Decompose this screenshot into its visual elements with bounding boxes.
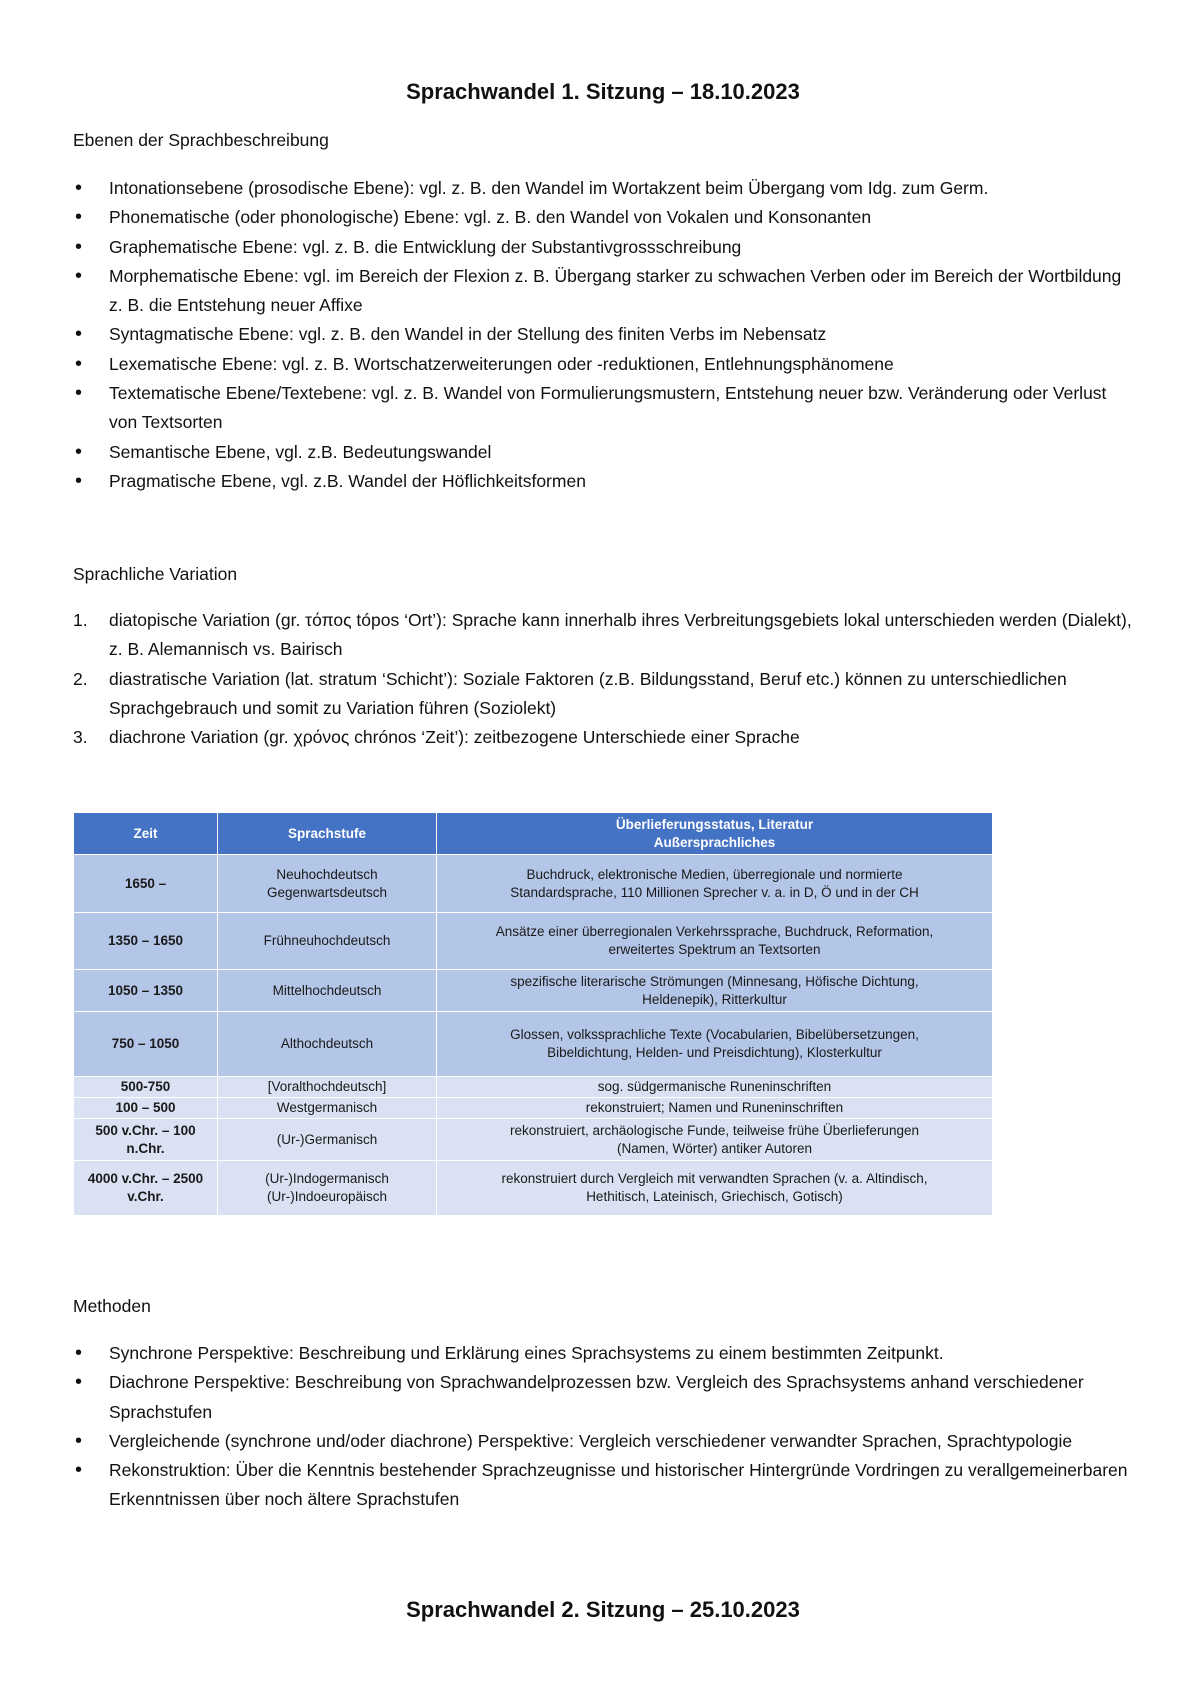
list-item: • Vergleichende (synchrone und/oder diachrone) Perspektive: Vergleich verschiedener verwandter Sprachen, Sprachtypologie xyxy=(73,1427,1133,1456)
table-row xyxy=(74,913,993,970)
list-item: • Pragmatische Ebene, vgl. z.B. Wandel der Höflichkeitsformen xyxy=(73,467,1133,496)
list-item: • Graphematische Ebene: vgl. z. B. die Entwicklung der Substantivgrossschreibung xyxy=(73,233,1133,262)
zeit-cell: 4000 v.Chr. – 2500 v.Chr. xyxy=(74,1161,218,1216)
zeit-cell: 1350 – 1650 xyxy=(74,913,218,970)
list-number: 2. xyxy=(73,668,88,689)
sprachstufe-cell: Neuhochdeutsch Gegenwartsdeutsch xyxy=(218,855,437,913)
status-cell: rekonstruiert; Namen und Runeninschriften xyxy=(437,1098,993,1119)
status-cell: Buchdruck, elektronische Medien, überregionale und normierte Standardsprache, 110 Millionen Sprecher v. a. in D, Ö und in der CH xyxy=(437,855,993,913)
table-header-status: Überlieferungsstatus, Literatur Außersprachliches xyxy=(437,813,993,855)
sprachstufe-cell: Mittelhochdeutsch xyxy=(218,970,437,1012)
list-text: diachrone Variation (gr. χρόνος chrónos ‘Zeit’): zeitbezogene Unterschiede einer Sprache xyxy=(109,727,800,748)
table-row xyxy=(74,1119,993,1161)
sprachstufe-cell: [Voralthochdeutsch] xyxy=(218,1077,437,1098)
table-row xyxy=(74,1077,993,1098)
table-header-sprachstufe: Sprachstufe xyxy=(218,813,437,855)
table-row xyxy=(74,1161,993,1216)
list-item: • Textematische Ebene/Textebene: vgl. z. B. Wandel von Formulierungsmustern, Entstehung neuer bzw. Veränderung oder Verlust von Textsorten xyxy=(73,379,1133,438)
sprachstufe-cell: (Ur-)Germanisch xyxy=(218,1119,437,1161)
list-number: 3. xyxy=(73,727,88,748)
list-item: • Lexematische Ebene: vgl. z. B. Wortschatzerweiterungen oder -reduktionen, Entlehnungsphänomene xyxy=(73,350,1133,379)
table-row xyxy=(74,1012,993,1077)
zeit-cell: 750 – 1050 xyxy=(74,1012,218,1077)
list-item: • Diachrone Perspektive: Beschreibung von Sprachwandelprozessen bzw. Vergleich des Sprachsystems anhand verschiedener Sprachstufen xyxy=(73,1368,1133,1427)
table-header-zeit: Zeit xyxy=(74,813,218,855)
sprachstufe-cell: Westgermanisch xyxy=(218,1098,437,1119)
sprachstufen-table xyxy=(73,812,993,1216)
status-cell: rekonstruiert durch Vergleich mit verwandten Sprachen (v. a. Altindisch, Hethitisch, Lateinisch, Griechisch, Gotisch) xyxy=(437,1161,993,1216)
zeit-cell: 100 – 500 xyxy=(74,1098,218,1119)
sprachstufe-cell: Althochdeutsch xyxy=(218,1012,437,1077)
list-item xyxy=(73,723,1133,752)
table-row xyxy=(74,1098,993,1119)
zeit-cell: 500-750 xyxy=(74,1077,218,1098)
list-number: 1. xyxy=(73,610,88,630)
zeit-cell: 1650 – xyxy=(74,855,218,913)
list-item: • Syntagmatische Ebene: vgl. z. B. den Wandel in der Stellung des finiten Verbs im Nebensatz xyxy=(73,320,1133,349)
list-text: diastratische Variation (lat. stratum ‘Schicht’): Soziale Faktoren (z.B. Bildungsstand, Beruf etc.) können zu unterschiedlichen Sprachgebrauch und somit zu Variation führen (Soziolekt) xyxy=(109,668,1067,718)
ebenen-list xyxy=(73,174,1133,496)
variation-list xyxy=(73,606,1133,752)
status-cell: rekonstruiert, archäologische Funde, teilweise frühe Überlieferungen (Namen, Wörter) antiker Autoren xyxy=(437,1119,993,1161)
list-item: • Synchrone Perspektive: Beschreibung und Erklärung eines Sprachsystems zu einem bestimmten Zeitpunkt. xyxy=(73,1339,1133,1368)
status-cell: Glossen, volkssprachliche Texte (Vocabularien, Bibelübersetzungen, Bibeldichtung, Helden- und Preisdichtung), Klosterkultur xyxy=(437,1012,993,1077)
session-2-title: Sprachwandel 2. Sitzung – 25.10.2023 xyxy=(406,1597,800,1622)
list-text: diatopische Variation (gr. τόπος tópos ‘Ort’): Sprache kann innerhalb ihres Verbreitungsgebiets lokal unterschieden werden (Dialekt), z. B. Alemannisch vs. Bairisch xyxy=(109,610,1132,660)
zeit-cell: 1050 – 1350 xyxy=(74,970,218,1012)
status-cell: spezifische literarische Strömungen (Minnesang, Höfische Dichtung, Heldenepik), Ritterkultur xyxy=(437,970,993,1012)
session-1-title: Sprachwandel 1. Sitzung – 18.10.2023 xyxy=(406,79,800,104)
methoden-list xyxy=(73,1339,1133,1515)
sprachstufe-cell: (Ur-)Indogermanisch (Ur-)Indoeuropäisch xyxy=(218,1161,437,1216)
table-row xyxy=(74,855,993,913)
list-item: • Rekonstruktion: Über die Kenntnis bestehender Sprachzeugnisse und historischer Hintergründe Vordringen zu verallgemeinerbaren Erkenntnissen über noch ältere Sprachstufen xyxy=(73,1456,1133,1515)
status-cell: sog. südgermanische Runeninschriften xyxy=(437,1077,993,1098)
list-item: • Intonationsebene (prosodische Ebene): vgl. z. B. den Wandel im Wortakzent beim Übergang vom Idg. zum Germ. xyxy=(73,174,1133,203)
table-row xyxy=(74,970,993,1012)
list-item: • Morphematische Ebene: vgl. im Bereich der Flexion z. B. Übergang starker zu schwachen Verben oder im Bereich der Wortbildung z. B. die Entstehung neuer Affixe xyxy=(73,262,1133,321)
zeit-cell: 500 v.Chr. – 100 n.Chr. xyxy=(74,1119,218,1161)
variation-heading: Sprachliche Variation xyxy=(73,564,238,584)
list-item xyxy=(73,606,1133,665)
list-item xyxy=(73,665,1133,724)
status-cell: Ansätze einer überregionalen Verkehrssprache, Buchdruck, Reformation, erweitertes Spektrum an Textsorten xyxy=(437,913,993,970)
sprachstufe-cell: Frühneuhochdeutsch xyxy=(218,913,437,970)
list-item: • Phonematische (oder phonologische) Ebene: vgl. z. B. den Wandel von Vokalen und Konsonanten xyxy=(73,203,1133,232)
ebenen-heading: Ebenen der Sprachbeschreibung xyxy=(73,130,329,150)
list-item: • Semantische Ebene, vgl. z.B. Bedeutungswandel xyxy=(73,438,1133,467)
methoden-heading: Methoden xyxy=(73,1296,151,1316)
